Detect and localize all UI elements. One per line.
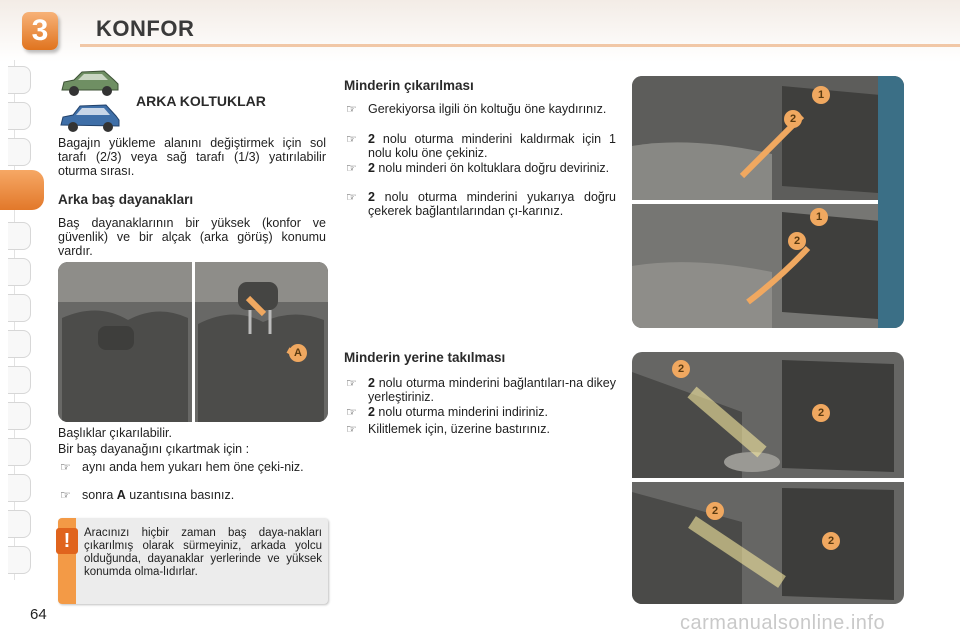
removal-step-2: ☞ 2 nolu oturma minderini kaldırmak için 1 nolu kolu öne çekiniz. — [346, 132, 616, 160]
callout-2: 2 — [822, 532, 840, 550]
side-tab-active[interactable] — [0, 170, 44, 210]
remove-step-2: ☞ sonra A uzantısına basınız. — [60, 488, 235, 502]
side-tab-1[interactable] — [8, 66, 31, 94]
bullet-hand-icon: ☞ — [60, 488, 71, 502]
refit-title: Minderin yerine takılması — [344, 350, 506, 365]
bullet-hand-icon: ☞ — [346, 161, 357, 175]
remove-step-1: ☞ aynı anda hem yukarı hem öne çeki-niz. — [60, 460, 304, 474]
bullet-hand-icon: ☞ — [346, 405, 357, 419]
callout-1: 1 — [810, 208, 828, 226]
watermark: carmanualsonline.info — [680, 612, 886, 634]
side-tab-6[interactable] — [8, 258, 31, 286]
callout-2: 2 — [788, 232, 806, 250]
removal-title: Minderin çıkarılması — [344, 78, 474, 93]
side-tab-7[interactable] — [8, 294, 31, 322]
side-tab-14[interactable] — [8, 546, 31, 574]
side-tab-13[interactable] — [8, 510, 31, 538]
removable-text: Başlıklar çıkarılabilir. — [58, 426, 172, 440]
bullet-hand-icon: ☞ — [346, 190, 357, 204]
refit-step-1: ☞ 2 nolu oturma minderini bağlantıları-na dikey yerleştiriniz. — [346, 376, 616, 404]
side-tab-3[interactable] — [8, 138, 31, 166]
warning-icon: ! — [56, 528, 78, 554]
bullet-hand-icon: ☞ — [346, 376, 357, 390]
callout-2: 2 — [812, 404, 830, 422]
headrest-photo — [58, 262, 328, 422]
callout-1: 1 — [812, 86, 830, 104]
callout-2: 2 — [672, 360, 690, 378]
callout-2: 2 — [784, 110, 802, 128]
refit-step-2: ☞ 2 nolu oturma minderini indiriniz. — [346, 405, 548, 419]
side-tab-2[interactable] — [8, 102, 31, 130]
side-tab-9[interactable] — [8, 366, 31, 394]
removal-step-4: ☞ 2 nolu oturma minderini yukarıya doğru çekerek bağlantılarından çı-karınız. — [346, 190, 616, 218]
section-title: ARKA KOLTUKLAR — [136, 93, 266, 109]
side-tab-12[interactable] — [8, 474, 31, 502]
refit-step-3: ☞ Kilitlemek için, üzerine bastırınız. — [346, 422, 551, 436]
side-tab-11[interactable] — [8, 438, 31, 466]
callout-2: 2 — [706, 502, 724, 520]
bullet-hand-icon: ☞ — [346, 102, 357, 116]
page-number: 64 — [30, 606, 47, 623]
side-tab-5[interactable] — [8, 222, 31, 250]
removal-step-3: ☞ 2 nolu minderi ön koltuklara doğru deviriniz. — [346, 161, 610, 175]
side-tab-10[interactable] — [8, 402, 31, 430]
header-rule — [80, 44, 960, 47]
chapter-badge: 3 — [22, 12, 58, 50]
remove-intro: Bir baş dayanağını çıkartmak için : — [58, 442, 250, 456]
removal-photo — [632, 76, 904, 328]
callout-a: A — [289, 344, 307, 362]
warning-text: Aracınızı hiçbir zaman baş daya-nakları çıkarılmış olarak sürmeyiniz, arkada yolcu olduğunda, dayanaklar yerlerinde ve yüksek konumda olma-lıdırlar. — [84, 527, 322, 578]
headrests-title: Arka baş dayanakları — [58, 192, 194, 207]
side-tab-8[interactable] — [8, 330, 31, 358]
headrests-text: Baş dayanaklarının bir yüksek (konfor ve güvenlik) ve bir alçak (arka görüş) konumu vardır. — [58, 216, 326, 258]
refit-photo — [632, 352, 904, 604]
intro-text: Bagajın yükleme alanını değiştirmek için sol tarafı (2/3) veya sağ tarafı (1/3) yatırılabilir oturma sırası. — [58, 136, 326, 178]
page-title: KONFOR — [96, 16, 195, 41]
bullet-hand-icon: ☞ — [60, 460, 71, 474]
car-blue-icon — [58, 100, 122, 134]
bullet-hand-icon: ☞ — [346, 132, 357, 146]
removal-step-1: ☞ Gerekiyorsa ilgili ön koltuğu öne kaydırınız. — [346, 102, 607, 116]
bullet-hand-icon: ☞ — [346, 422, 357, 436]
car-green-icon — [58, 66, 122, 98]
